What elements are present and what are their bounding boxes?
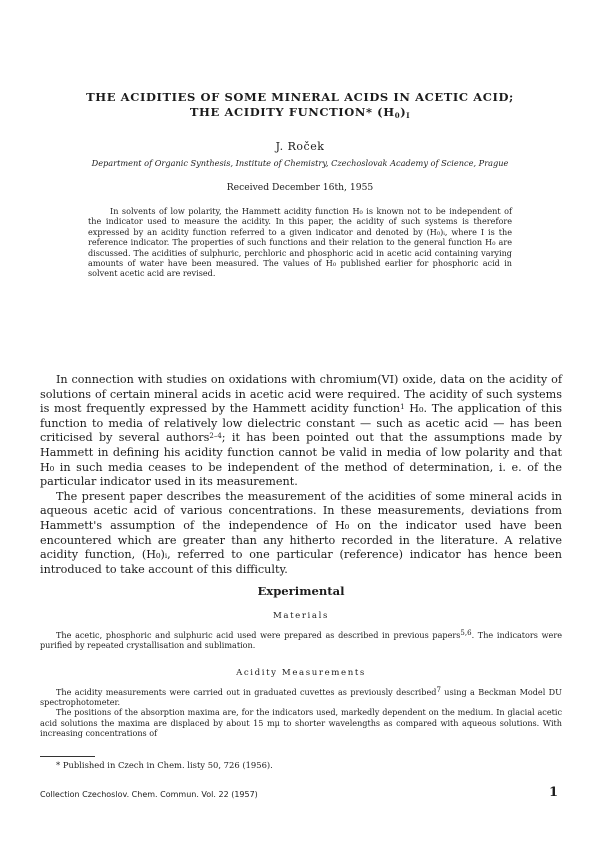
subsection-heading-acidity: Acidity Measurements [236,668,366,678]
paper-title [40,90,560,120]
subsection-heading-materials: Materials [272,611,329,621]
citation: 7 [436,686,441,694]
title-line-2: THE ACIDITY FUNCTION* $(H_0)_I$ [189,105,411,120]
journal-footer: Collection Czechoslov. Chem. Commun. Vol. 22 (1957) [40,790,258,799]
citation: 2–4 [209,432,222,441]
introduction [40,373,562,577]
citation: 1 [400,403,405,412]
intro-paragraph-1: In connection with studies on oxidations with chromium(VI) oxide, data on the acidity of solutions of certain mineral acids in acetic acid were required. The acidity of such systems is most frequently expressed by the Hammett acidity function$^1$ H₀. The application of this function to media of relatively low dielectric constant — such as acetic acid — has been criticised by several authors$^{2-4}$; it has been pointed out that the assumptions made by Hammett in defining his acidity function cannot be valid in media of low polarity and that H₀ in such media ceases to be independent of the method of determination, i. e. of the particular indicator used in its measurement. [40,373,562,489]
page-number: 1 [548,785,558,800]
footnote: * Published in Czech in Chem. listy 50, 726 (1956). [56,760,273,770]
abstract: In solvents of low polarity, the Hammett acidity function H₀ is known not to be independent of the indicator used to measure the acidity. In this paper, the acidity of such systems is therefore expressed by an acidity function referred to a given indicator and denoted by (H₀)ᵢ, where I is the reference indicator. The properties of such functions and their relation to the general function H₀ are discussed. The acidities of sulphuric, perchloric and phosphoric acid in acetic acid containing varying amounts of water have been measured. The values of H₀ published earlier for phosphoric acid in solvent acetic acid are revised. [88,206,512,279]
author-name: J. Roček [275,140,325,153]
footnote-rule [40,756,95,757]
section-heading-experimental: Experimental [257,584,345,598]
citation: 5,6 [460,629,472,637]
intro-paragraph-2: The present paper describes the measurement of the acidities of some mineral acids in aqueous acetic acid of various concentrations. In these measurements, deviations from Hammett's assumption of the independence of H₀ on the indicator used have been encountered which are greater than any hitherto recorded in the literature. A relative acidity function, (H₀)ᵢ, referred to one particular (reference) indicator has hence been introduced to take account of this difficulty. [40,489,562,576]
author-affiliation: Department of Organic Synthesis, Institute of Chemistry, Czechoslovak Academy of Science, Prague [91,158,509,168]
acidity-paragraphs: The acidity measurements were carried out in graduated cuvettes as previously described$^7$ using a Beckman Model DU spectrophotometer. The positions of the absorption maxima are, for the indicators used, markedly dependent on the medium. In glacial acetic acid solutions the maxima are displaced by about 15 mμ to shorter wavelengths as compared with aqueous solutions. With increasing concentrations of [40,686,562,738]
received-date: Received December 16th, 1955 [226,182,374,193]
materials-paragraph: The acetic, phosphoric and sulphuric acid used were prepared as described in previous papers$^{5,6}$. The indicators were purified by repeated crystallisation and sublimation. [40,629,562,651]
title-line-1: THE ACIDITIES OF SOME MINERAL ACIDS IN ACETIC ACID; [86,90,514,104]
